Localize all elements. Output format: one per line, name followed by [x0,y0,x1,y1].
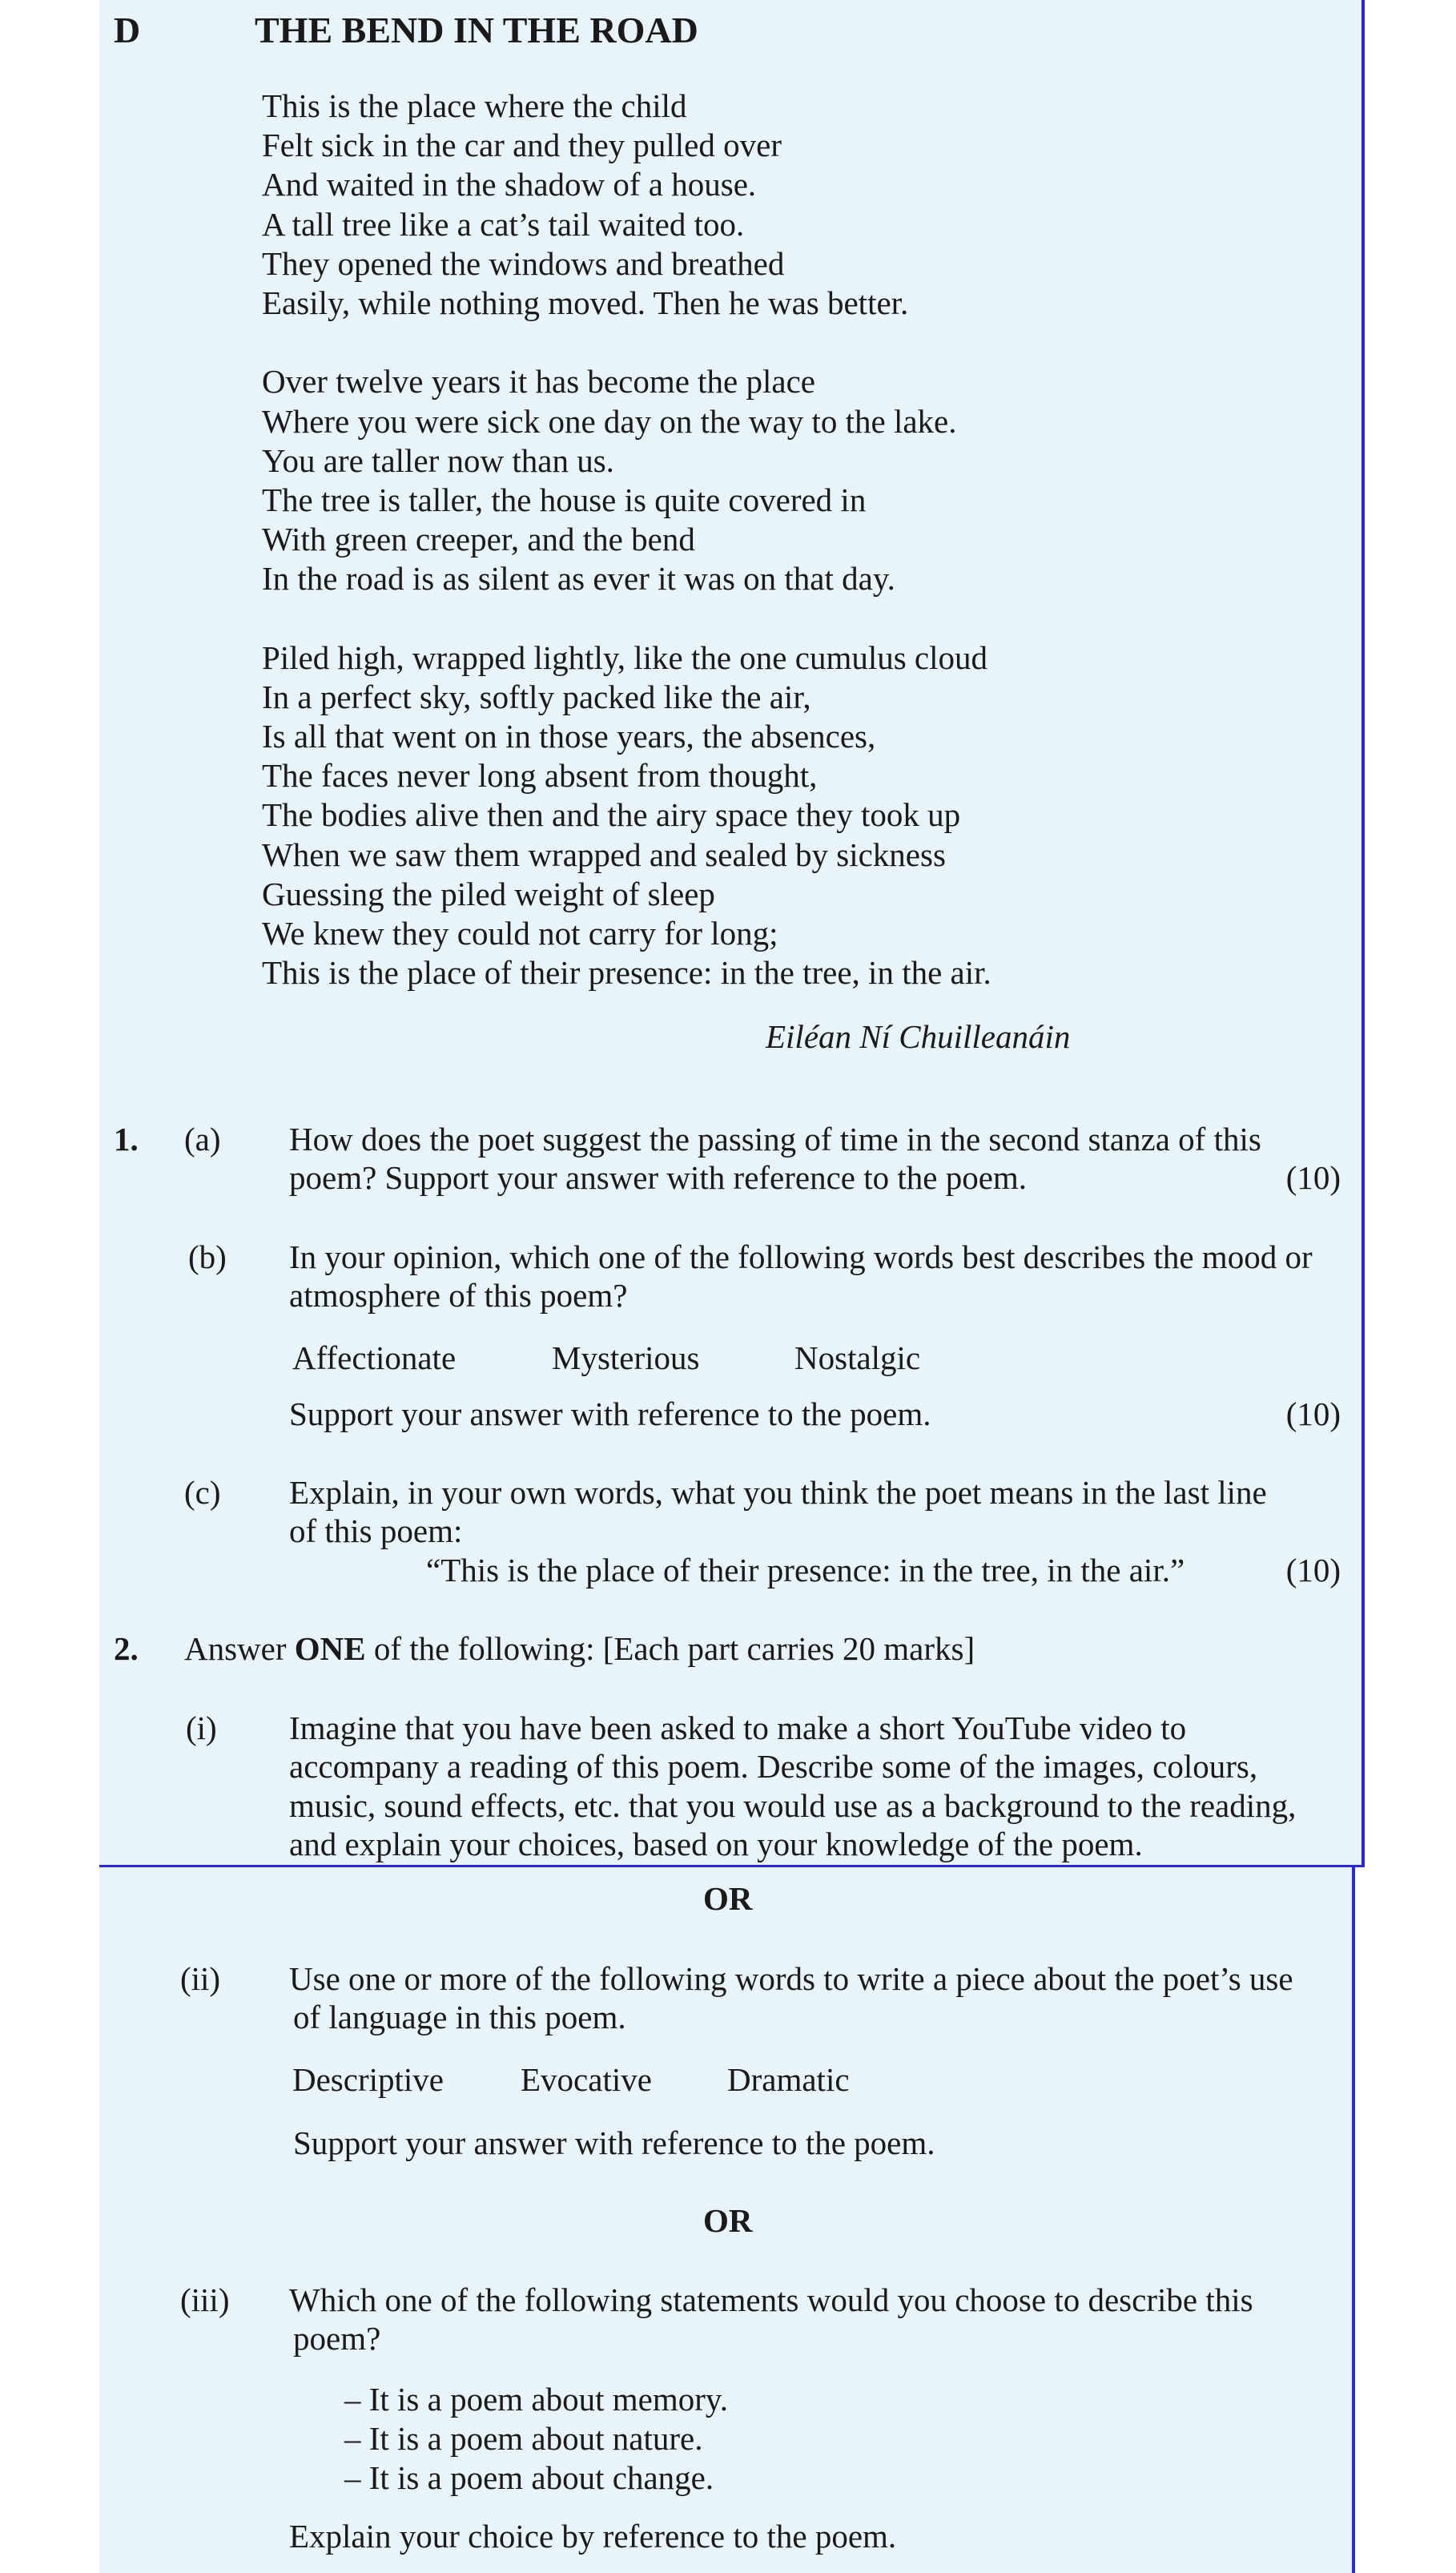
q2-intro-post: of the following: [Each part carries 20 marks] [365,1630,975,1667]
poem-author: Eiléan Ní Chuilleanáin [766,1018,1071,1055]
option-word: Nostalgic [794,1339,921,1376]
q2i-label: (i) [186,1709,217,1746]
or-divider: OR [703,2202,753,2239]
q1a-marks: (10) [1285,1159,1341,1196]
poem-line: Felt sick in the car and they pulled over [262,127,782,164]
poem-line: This is the place of their presence: in the tree, in the air. [262,954,991,992]
q2i-text-line: music, sound effects, etc. that you would use as a background to the reading, [289,1787,1297,1824]
poem-line: With green creeper, and the bend [262,521,695,558]
q2iii-explain: Explain your choice by reference to the poem. [289,2518,897,2555]
q2ii-label: (ii) [180,1960,221,1997]
poem-line: When we saw them wrapped and sealed by sickness [262,836,946,873]
poem-line: This is the place where the child [262,87,687,124]
q2i-text-line: Imagine that you have been asked to make a short YouTube video to [289,1709,1187,1746]
or-divider: OR [703,1880,753,1917]
poem-line: You are taller now than us. [262,441,614,479]
q1b-support: Support your answer with reference to the poem. [289,1395,931,1432]
q1b-text-line2: atmosphere of this poem? [289,1277,628,1314]
q2iii-statement-list [344,2380,728,2498]
q1c-marks: (10) [1285,1552,1341,1588]
poem-line: We knew they could not carry for long; [262,914,778,952]
q1b-text-line1: In your opinion, which one of the following words best describes the mood or [289,1238,1313,1275]
q1a-text-line2: poem? Support your answer with reference to the poem. [289,1159,1028,1196]
poem-line: They opened the windows and breathed [262,244,785,282]
option-word: Evocative [521,2061,652,2098]
q2-intro-pre: Answer [184,1630,295,1667]
q1c-quote: “This is the place of their presence: in the tree, in the air.” [426,1552,1185,1588]
q2iii-label: (iii) [180,2281,230,2318]
poem-line: In the road is as silent as ever it was on that day. [262,560,895,598]
q1c-text-line2: of this poem: [289,1512,463,1549]
q2i-text-line: and explain your choices, based on your knowledge of the poem. [289,1826,1143,1862]
question-2-number: 2. [114,1630,139,1667]
poem-title: THE BEND IN THE ROAD [255,10,698,50]
poem-line: Guessing the piled weight of sleep [262,875,715,912]
q2iii-text-line1: Which one of the following statements would you choose to describe this [289,2281,1253,2318]
option-word: Descriptive [292,2061,444,2098]
q1a-label: (a) [184,1121,221,1158]
q1b-label: (b) [188,1238,227,1275]
poem-text [262,87,991,993]
poem-line: The faces never long absent from thought, [262,757,818,795]
question-1-number: 1. [114,1121,139,1158]
option-word: Affectionate [292,1339,457,1376]
q2i-text-line: accompany a reading of this poem. Describe some of the images, colours, [289,1748,1258,1785]
q1c-label: (c) [184,1474,221,1511]
q2-intro [184,1629,975,1668]
statement-item: – It is a poem about nature. [344,2420,703,2457]
section-letter: D [114,10,141,50]
q1c-text-line1: Explain, in your own words, what you think the poet means in the last line [289,1474,1267,1511]
poem-line: A tall tree like a cat’s tail waited too. [262,205,745,243]
poem-line: The tree is taller, the house is quite covered in [262,481,867,518]
q2ii-text-line2: of language in this poem. [293,1999,626,2035]
poem-line: Is all that went on in those years, the absences, [262,718,876,755]
statement-item: – It is a poem about change. [344,2459,714,2496]
poem-line: And waited in the shadow of a house. [262,166,757,203]
poem-line: Piled high, wrapped lightly, like the one cumulus cloud [262,638,988,676]
q1b-marks: (10) [1285,1395,1341,1432]
poem-line: In a perfect sky, softly packed like the air, [262,678,811,715]
q2ii-text-line1: Use one or more of the following words to write a piece about the poet’s use [289,1960,1293,1997]
poem-line: Where you were sick one day on the way to the lake. [262,402,957,440]
option-word: Dramatic [727,2061,850,2098]
q2iii-text-line2: poem? [293,2320,381,2357]
option-word: Mysterious [552,1339,700,1376]
statement-item: – It is a poem about memory. [344,2381,728,2418]
q2ii-support: Support your answer with reference to the poem. [293,2124,935,2161]
poem-line: Over twelve years it has become the place [262,363,815,401]
q2-intro-bold: ONE [294,1630,366,1667]
poem-line: Easily, while nothing moved. Then he was better. [262,284,909,321]
poem-line: The bodies alive then and the airy space they took up [262,796,961,834]
q1a-text-line1: How does the poet suggest the passing of time in the second stanza of this [289,1121,1261,1158]
